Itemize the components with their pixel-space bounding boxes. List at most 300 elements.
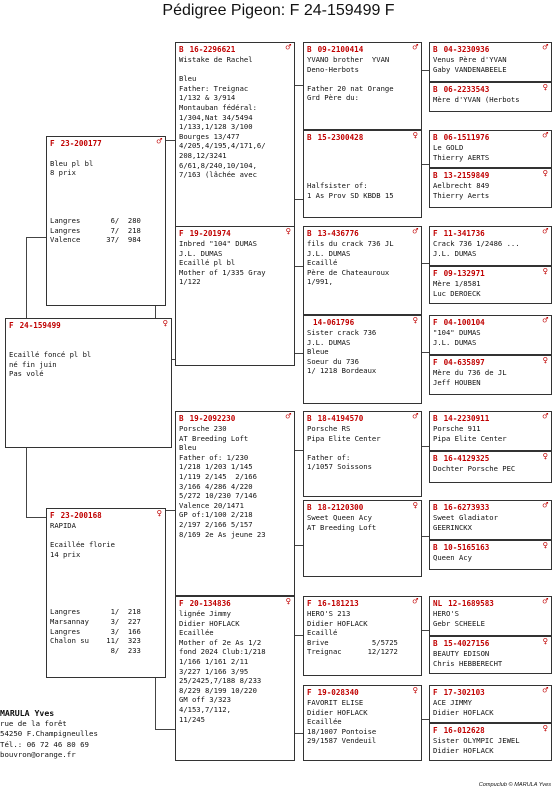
card-line: Didier HOFLACK xyxy=(307,707,368,717)
card-header xyxy=(307,503,418,513)
ring-number: 09-2100414 xyxy=(317,45,364,54)
card-line: Didier HOFLACK xyxy=(433,707,494,717)
card-line: Ecaillé pl bl xyxy=(179,258,236,268)
card-line: Ecaillée xyxy=(179,628,214,638)
card-line: Ecaillé xyxy=(307,258,338,268)
card-line xyxy=(50,149,162,159)
pigeon-card-gen4[interactable] xyxy=(429,266,552,304)
card-line xyxy=(50,569,162,579)
card-header xyxy=(433,688,548,698)
ring-number: 09-132971 xyxy=(443,269,485,278)
ring-number: 10-5165163 xyxy=(443,543,490,552)
card-line: BEAUTY EDISON xyxy=(433,649,490,658)
connector xyxy=(26,447,48,518)
ring-number: 15-4027156 xyxy=(443,639,490,648)
card-line: Sister crack 736 xyxy=(307,328,377,337)
pigeon-card-dam-sire[interactable] xyxy=(175,411,295,596)
card-header xyxy=(307,599,418,609)
card-header xyxy=(50,139,162,149)
card-line: Soeur du 736 xyxy=(307,356,359,366)
sex-symbol-icon: ♂ xyxy=(542,686,548,696)
country-code: F xyxy=(307,688,312,697)
card-line: Aelbrecht 849 xyxy=(433,181,490,190)
pigeon-card-gen4[interactable] xyxy=(429,411,552,451)
ring-number: 13-2159849 xyxy=(443,171,490,180)
card-header xyxy=(50,511,162,521)
country-code: B xyxy=(433,45,438,54)
pigeon-card-ss-dam[interactable] xyxy=(303,130,422,218)
pigeon-card-gen4[interactable] xyxy=(429,636,552,674)
sex-symbol-icon: ♂ xyxy=(542,412,548,422)
card-line xyxy=(50,197,162,207)
sex-symbol-icon: ♀ xyxy=(412,501,418,511)
card-line: Sweet Gladiator xyxy=(433,513,498,522)
country-code: F xyxy=(433,229,438,238)
card-line: Bourges 13/477 xyxy=(179,131,240,141)
card-line: AT Breeding Loft xyxy=(179,433,249,443)
card-header xyxy=(433,229,548,239)
card-line: fond 2024 Club:1/218 xyxy=(179,647,266,657)
pigeon-card-ds-dam[interactable] xyxy=(303,500,422,577)
sex-symbol-icon: ♂ xyxy=(542,501,548,511)
card-header xyxy=(433,503,548,513)
card-header xyxy=(433,318,548,328)
card-line: Father of: xyxy=(307,452,351,462)
card-line: J.L. DUMAS xyxy=(433,248,477,258)
ring-number: 23-200177 xyxy=(60,139,102,148)
sex-symbol-icon: ♀ xyxy=(162,319,168,329)
card-line: Mère 1/8581 xyxy=(433,279,481,288)
card-line xyxy=(307,443,418,453)
card-line: 1/133,1/128 3/100 xyxy=(179,122,253,132)
card-line: Mère du 736 de JL xyxy=(433,368,507,377)
card-header xyxy=(433,726,548,736)
ring-number: 06-2233543 xyxy=(443,85,490,94)
sex-symbol-icon: ♂ xyxy=(542,131,548,141)
pigeon-card-sd-dam[interactable] xyxy=(303,315,422,404)
card-line: 25/2425,7/188 8/233 xyxy=(179,676,262,686)
country-code: F xyxy=(433,318,438,327)
card-line: Langres 6/ 280 xyxy=(50,216,141,226)
card-line: Luc DEROECK xyxy=(433,288,481,298)
card-line: 5/272 10/230 7/146 xyxy=(179,491,257,501)
ring-number: 15-2300428 xyxy=(317,133,364,142)
card-line xyxy=(307,153,418,163)
card-line: né fin juin xyxy=(9,359,57,369)
pigeon-card-sire-dam[interactable] xyxy=(175,226,295,366)
owner-name: MARULA Yves xyxy=(0,708,55,718)
country-code: B xyxy=(307,229,312,238)
card-line: Didier HOFLACK xyxy=(179,618,240,628)
pigeon-card-dam[interactable] xyxy=(46,508,166,678)
card-header xyxy=(307,318,418,328)
card-line: Queen Acy xyxy=(433,553,472,562)
card-line xyxy=(307,172,418,182)
sex-symbol-icon: ♂ xyxy=(412,227,418,237)
sex-symbol-icon: ♀ xyxy=(412,686,418,696)
card-line: Porsche 911 xyxy=(433,424,481,433)
ring-number: 19-028340 xyxy=(317,688,359,697)
card-line: Porsche 230 xyxy=(179,424,227,433)
card-line: Venus Père d'YVAN xyxy=(433,55,507,64)
card-line: Pipa Elite Center xyxy=(307,433,381,443)
card-line: Bleue xyxy=(307,347,329,357)
card-header xyxy=(179,414,291,424)
card-line: 208,12/3241 xyxy=(179,150,227,160)
card-line: J.L. DUMAS xyxy=(179,248,223,258)
card-line xyxy=(9,331,168,341)
country-code: F xyxy=(50,139,55,148)
card-line: Sister OLYMPIC JEWEL xyxy=(433,736,520,745)
card-line: Langres 1/ 218 xyxy=(50,607,141,617)
country-code: F xyxy=(50,511,55,520)
card-line: J.L. DUMAS xyxy=(433,337,477,347)
card-header xyxy=(179,599,291,609)
sex-symbol-icon: ♀ xyxy=(412,131,418,141)
card-header xyxy=(433,414,548,424)
card-line: Marsannay 3/ 227 xyxy=(50,616,141,626)
pigeon-card-gen4[interactable] xyxy=(429,168,552,208)
pigeon-card-dam-dam[interactable] xyxy=(175,596,295,761)
country-code: B xyxy=(307,133,312,142)
sex-symbol-icon: ♀ xyxy=(542,724,548,734)
ring-number: 14-2230911 xyxy=(443,414,490,423)
sex-symbol-icon: ♂ xyxy=(285,412,291,422)
sex-symbol-icon: ♀ xyxy=(542,541,548,551)
card-header xyxy=(307,688,418,698)
card-line: Valence 20/1471 xyxy=(179,500,244,510)
sex-symbol-icon: ♂ xyxy=(542,227,548,237)
pigeon-card-gen4[interactable] xyxy=(429,685,552,723)
sex-symbol-icon: ♀ xyxy=(285,597,291,607)
sex-symbol-icon: ♂ xyxy=(542,316,548,326)
ring-number: 14-061796 xyxy=(313,318,355,327)
card-line: lignée Jimmy xyxy=(179,609,231,618)
card-line: Father 20 nat Orange xyxy=(307,83,394,93)
pigeon-card-gen4[interactable] xyxy=(429,723,552,761)
sex-symbol-icon: ♀ xyxy=(156,509,162,519)
card-line: Dochter Porsche PEC xyxy=(433,464,516,473)
ring-number: 06-1511976 xyxy=(443,133,490,142)
card-line: GP of:1/100 2/218 xyxy=(179,510,253,520)
card-line: Pas volé xyxy=(9,369,44,379)
card-header xyxy=(433,171,548,181)
card-line: 8/169 2e As jeune 23 xyxy=(179,529,266,539)
card-header xyxy=(433,543,548,553)
pigeon-card-gen4[interactable] xyxy=(429,540,552,570)
card-line: Didier HOFLACK xyxy=(433,745,494,755)
card-line: 2/197 2/166 5/157 xyxy=(179,519,253,529)
sex-symbol-icon: ♂ xyxy=(412,412,418,422)
card-line: 14 prix xyxy=(50,549,81,559)
card-line: 1/991, xyxy=(307,277,333,287)
card-line xyxy=(50,588,162,598)
sex-symbol-icon: ♂ xyxy=(412,597,418,607)
card-header xyxy=(307,45,418,55)
card-line: "104" DUMAS xyxy=(433,328,481,337)
owner-phone: Tél.: 06 72 46 80 69 xyxy=(0,739,89,749)
card-line: J.L. DUMAS xyxy=(307,248,351,258)
pigeon-card-ds-sire[interactable] xyxy=(303,411,422,497)
card-header xyxy=(9,321,168,331)
pigeon-card-gen4[interactable] xyxy=(429,500,552,540)
country-code: B xyxy=(433,414,438,423)
card-line xyxy=(50,207,162,217)
card-line: HERO'S xyxy=(433,609,459,618)
card-line: 1/304,Nat 34/5494 xyxy=(179,112,253,122)
card-line: Le GOLD xyxy=(433,143,464,152)
card-line xyxy=(179,65,291,75)
country-code: F xyxy=(433,269,438,278)
credit-text: Compuclub © MARULA Yves xyxy=(478,782,551,788)
card-line: Jeff HOUBEN xyxy=(433,377,481,387)
ring-number: 11-341736 xyxy=(443,229,485,238)
card-line: Ecaillée xyxy=(307,717,342,727)
pigeon-card-gen4[interactable] xyxy=(429,130,552,168)
sex-symbol-icon: ♀ xyxy=(542,83,548,93)
card-line xyxy=(307,74,418,84)
card-header xyxy=(433,269,548,279)
country-code: B xyxy=(307,503,312,512)
card-line xyxy=(50,598,162,608)
card-line: Deno-Herbots xyxy=(307,64,359,74)
country-code: F xyxy=(179,229,184,238)
card-line: Bleu xyxy=(179,443,197,453)
card-line: Langres 3/ 166 xyxy=(50,626,141,636)
card-line: Pipa Elite Center xyxy=(433,433,507,443)
card-line: 11/245 xyxy=(179,714,205,724)
card-line xyxy=(50,187,162,197)
ring-number: 16-6273933 xyxy=(443,503,490,512)
country-code: F xyxy=(9,321,14,330)
ring-number: 04-635897 xyxy=(443,358,485,367)
card-line: Brive 5/5725 xyxy=(307,637,398,647)
pigeon-card-dd-dam[interactable] xyxy=(303,685,422,761)
pigeon-card-subject[interactable] xyxy=(5,318,172,448)
pigeon-card-dd-sire[interactable] xyxy=(303,596,422,676)
ring-number: 16-181213 xyxy=(317,599,359,608)
card-header xyxy=(433,45,548,55)
sex-symbol-icon: ♀ xyxy=(412,316,418,326)
card-line: Ecaillé foncé pl bl xyxy=(9,350,92,360)
pigeon-card-sire[interactable] xyxy=(46,136,166,306)
pigeon-card-gen4[interactable] xyxy=(429,226,552,266)
card-header xyxy=(433,85,548,95)
card-line: 4/153,7/112, xyxy=(179,704,231,714)
card-line: Halfsister of: xyxy=(307,181,368,191)
card-line xyxy=(9,341,168,351)
card-line: Inbred "104" DUMAS xyxy=(179,239,257,248)
card-line: 4/205,4/195,4/171,6/ xyxy=(179,141,266,151)
pigeon-card-sire-sire[interactable] xyxy=(175,42,295,227)
country-code: B xyxy=(433,543,438,552)
pigeon-card-ss-sire[interactable] xyxy=(303,42,422,130)
sex-symbol-icon: ♀ xyxy=(542,452,548,462)
card-header xyxy=(307,229,418,239)
card-line: 1/166 1/161 2/11 xyxy=(179,656,249,666)
card-line: 1/122 xyxy=(179,277,201,287)
card-line xyxy=(50,178,162,188)
card-line: 29/1587 Vendeuil xyxy=(307,736,377,746)
card-line: Langres 7/ 218 xyxy=(50,225,141,235)
card-line: Father of: 1/230 xyxy=(179,452,249,462)
card-line: Ecaillé xyxy=(307,628,338,638)
card-header xyxy=(307,414,418,424)
card-line: Valence 37/ 984 xyxy=(50,235,141,245)
country-code: B xyxy=(179,45,184,54)
card-line xyxy=(307,162,418,172)
card-line: YVANO brother YVAN xyxy=(307,55,390,64)
country-code: B xyxy=(433,133,438,142)
sex-symbol-icon: ♂ xyxy=(285,43,291,53)
card-line: Bleu xyxy=(179,74,197,84)
sex-symbol-icon: ♀ xyxy=(542,169,548,179)
pigeon-card-gen4[interactable] xyxy=(429,451,552,483)
country-code: B xyxy=(433,503,438,512)
card-header xyxy=(433,639,548,649)
card-line xyxy=(307,143,418,153)
owner-block xyxy=(0,708,98,761)
ring-number: 18-2120300 xyxy=(317,503,364,512)
ring-number: 19-201974 xyxy=(189,229,231,238)
card-line: 1/ 1218 Bordeaux xyxy=(307,366,377,376)
card-line: 7/163 (lâchée avec xyxy=(179,170,257,180)
card-line: 3/227 1/166 3/95 xyxy=(179,666,249,676)
card-line: 3/166 4/286 4/220 xyxy=(179,481,253,491)
sex-symbol-icon: ♀ xyxy=(542,637,548,647)
card-line: AT Breeding Loft xyxy=(307,522,377,532)
card-header xyxy=(179,229,291,239)
ring-number: 13-436776 xyxy=(317,229,359,238)
country-code: F xyxy=(433,726,438,735)
sex-symbol-icon: ♂ xyxy=(412,43,418,53)
country-code: F xyxy=(433,688,438,697)
country-code: B xyxy=(307,414,312,423)
pigeon-card-gen4[interactable] xyxy=(429,355,552,395)
sex-symbol-icon: ♀ xyxy=(542,267,548,277)
card-line: 1/1057 Soissons xyxy=(307,462,372,472)
ring-number: 12-1689583 xyxy=(448,599,494,608)
country-code: NL xyxy=(433,599,443,608)
country-code: B xyxy=(433,639,438,648)
ring-number: 24-159499 xyxy=(19,321,61,330)
card-line: 1 As Prov SD KBDB 15 xyxy=(307,190,394,200)
card-line: Father: Treignac xyxy=(179,83,249,93)
card-header xyxy=(433,454,548,464)
card-line: Sweet Queen Acy xyxy=(307,513,372,522)
ring-number: 16-4129325 xyxy=(443,454,490,463)
card-line: Wistake de Rachel xyxy=(179,55,253,64)
card-line: FAVORIT ELISE xyxy=(307,698,364,707)
card-header xyxy=(433,358,548,368)
country-code: B xyxy=(433,85,438,94)
card-line: Montauban fédéral: xyxy=(179,102,257,112)
card-line: HERO'S 213 xyxy=(307,609,351,618)
card-line: Chris HEBBERECHT xyxy=(433,658,503,668)
country-code: F xyxy=(179,599,184,608)
card-line xyxy=(50,531,162,541)
card-line xyxy=(50,559,162,569)
card-line: RAPIDA xyxy=(50,521,76,530)
card-line: 6/61,8/240,10/104, xyxy=(179,160,257,170)
card-header xyxy=(433,133,548,143)
ring-number: 16-2296621 xyxy=(189,45,236,54)
pigeon-card-sd-sire[interactable] xyxy=(303,226,422,315)
card-line: Thierry Aerts xyxy=(433,190,490,200)
card-line: Ecaillée florie xyxy=(50,540,115,550)
pigeon-card-gen4[interactable] xyxy=(429,42,552,82)
connector xyxy=(26,237,48,319)
card-line: J.L. DUMAS xyxy=(307,337,351,347)
card-line: GEERINCKX xyxy=(433,522,472,532)
card-line: Mère d'YVAN (Herbots xyxy=(433,95,520,104)
card-line: Père de Chateauroux xyxy=(307,267,390,277)
pigeon-card-gen4[interactable] xyxy=(429,596,552,636)
card-line: 8 prix xyxy=(50,168,76,178)
card-header xyxy=(179,45,291,55)
owner-address-line: rue de la forêt xyxy=(0,718,67,728)
sex-symbol-icon: ♀ xyxy=(542,356,548,366)
pigeon-card-gen4[interactable] xyxy=(429,315,552,355)
country-code: B xyxy=(307,45,312,54)
owner-email[interactable]: bouvron@orange.fr xyxy=(0,750,76,759)
card-line: Porsche RS xyxy=(307,424,351,433)
ring-number: 04-3230936 xyxy=(443,45,490,54)
card-line: Bleu pl bl xyxy=(50,158,94,168)
ring-number: 16-012628 xyxy=(443,726,485,735)
ring-number: 19-2092230 xyxy=(189,414,236,423)
country-code: F xyxy=(307,599,312,608)
ring-number: 18-4194570 xyxy=(317,414,364,423)
card-line: Crack 736 1/2486 ... xyxy=(433,239,520,248)
card-line: GM off 3/323 xyxy=(179,695,231,705)
card-line: 8/229 8/199 10/220 xyxy=(179,685,257,695)
country-code: F xyxy=(433,358,438,367)
card-line: Treignac 12/1272 xyxy=(307,647,398,657)
card-line: Thierry AERTS xyxy=(433,152,490,162)
card-line: 18/1007 Pontoise xyxy=(307,726,377,736)
card-header xyxy=(433,599,548,609)
owner-address-line: 54250 F.Champigneulles xyxy=(0,729,98,738)
country-code: B xyxy=(179,414,184,423)
card-line: 1/119 2/145 2/166 xyxy=(179,471,257,481)
card-line: Grd Père du: xyxy=(307,93,359,103)
sex-symbol-icon: ♂ xyxy=(542,597,548,607)
card-line: Gaby VANDENABEELE xyxy=(433,64,507,74)
card-line: 1/132 & 3/914 xyxy=(179,93,236,103)
card-header xyxy=(307,133,418,143)
card-line: Mother of 1/335 Gray xyxy=(179,267,266,277)
country-code: B xyxy=(433,171,438,180)
pigeon-card-gen4[interactable] xyxy=(429,82,552,112)
card-line: Gebr SCHEELE xyxy=(433,618,485,628)
card-line: Didier HOFLACK xyxy=(307,618,368,628)
country-code: B xyxy=(433,454,438,463)
card-line: 1/218 1/203 1/145 xyxy=(179,462,253,472)
sex-symbol-icon: ♀ xyxy=(285,227,291,237)
sex-symbol-icon: ♂ xyxy=(542,43,548,53)
card-line: ACE JIMMY xyxy=(433,698,472,707)
ring-number: 23-200168 xyxy=(60,511,102,520)
card-line: Chalon su 11/ 323 xyxy=(50,636,141,646)
sex-symbol-icon: ♂ xyxy=(156,137,162,147)
ring-number: 20-134836 xyxy=(189,599,231,608)
card-line xyxy=(50,579,162,589)
ring-number: 04-100104 xyxy=(443,318,485,327)
card-line: 8/ 233 xyxy=(50,645,141,655)
ring-number: 17-302103 xyxy=(443,688,485,697)
card-line: Mother of 2e As 1/2 xyxy=(179,637,262,647)
